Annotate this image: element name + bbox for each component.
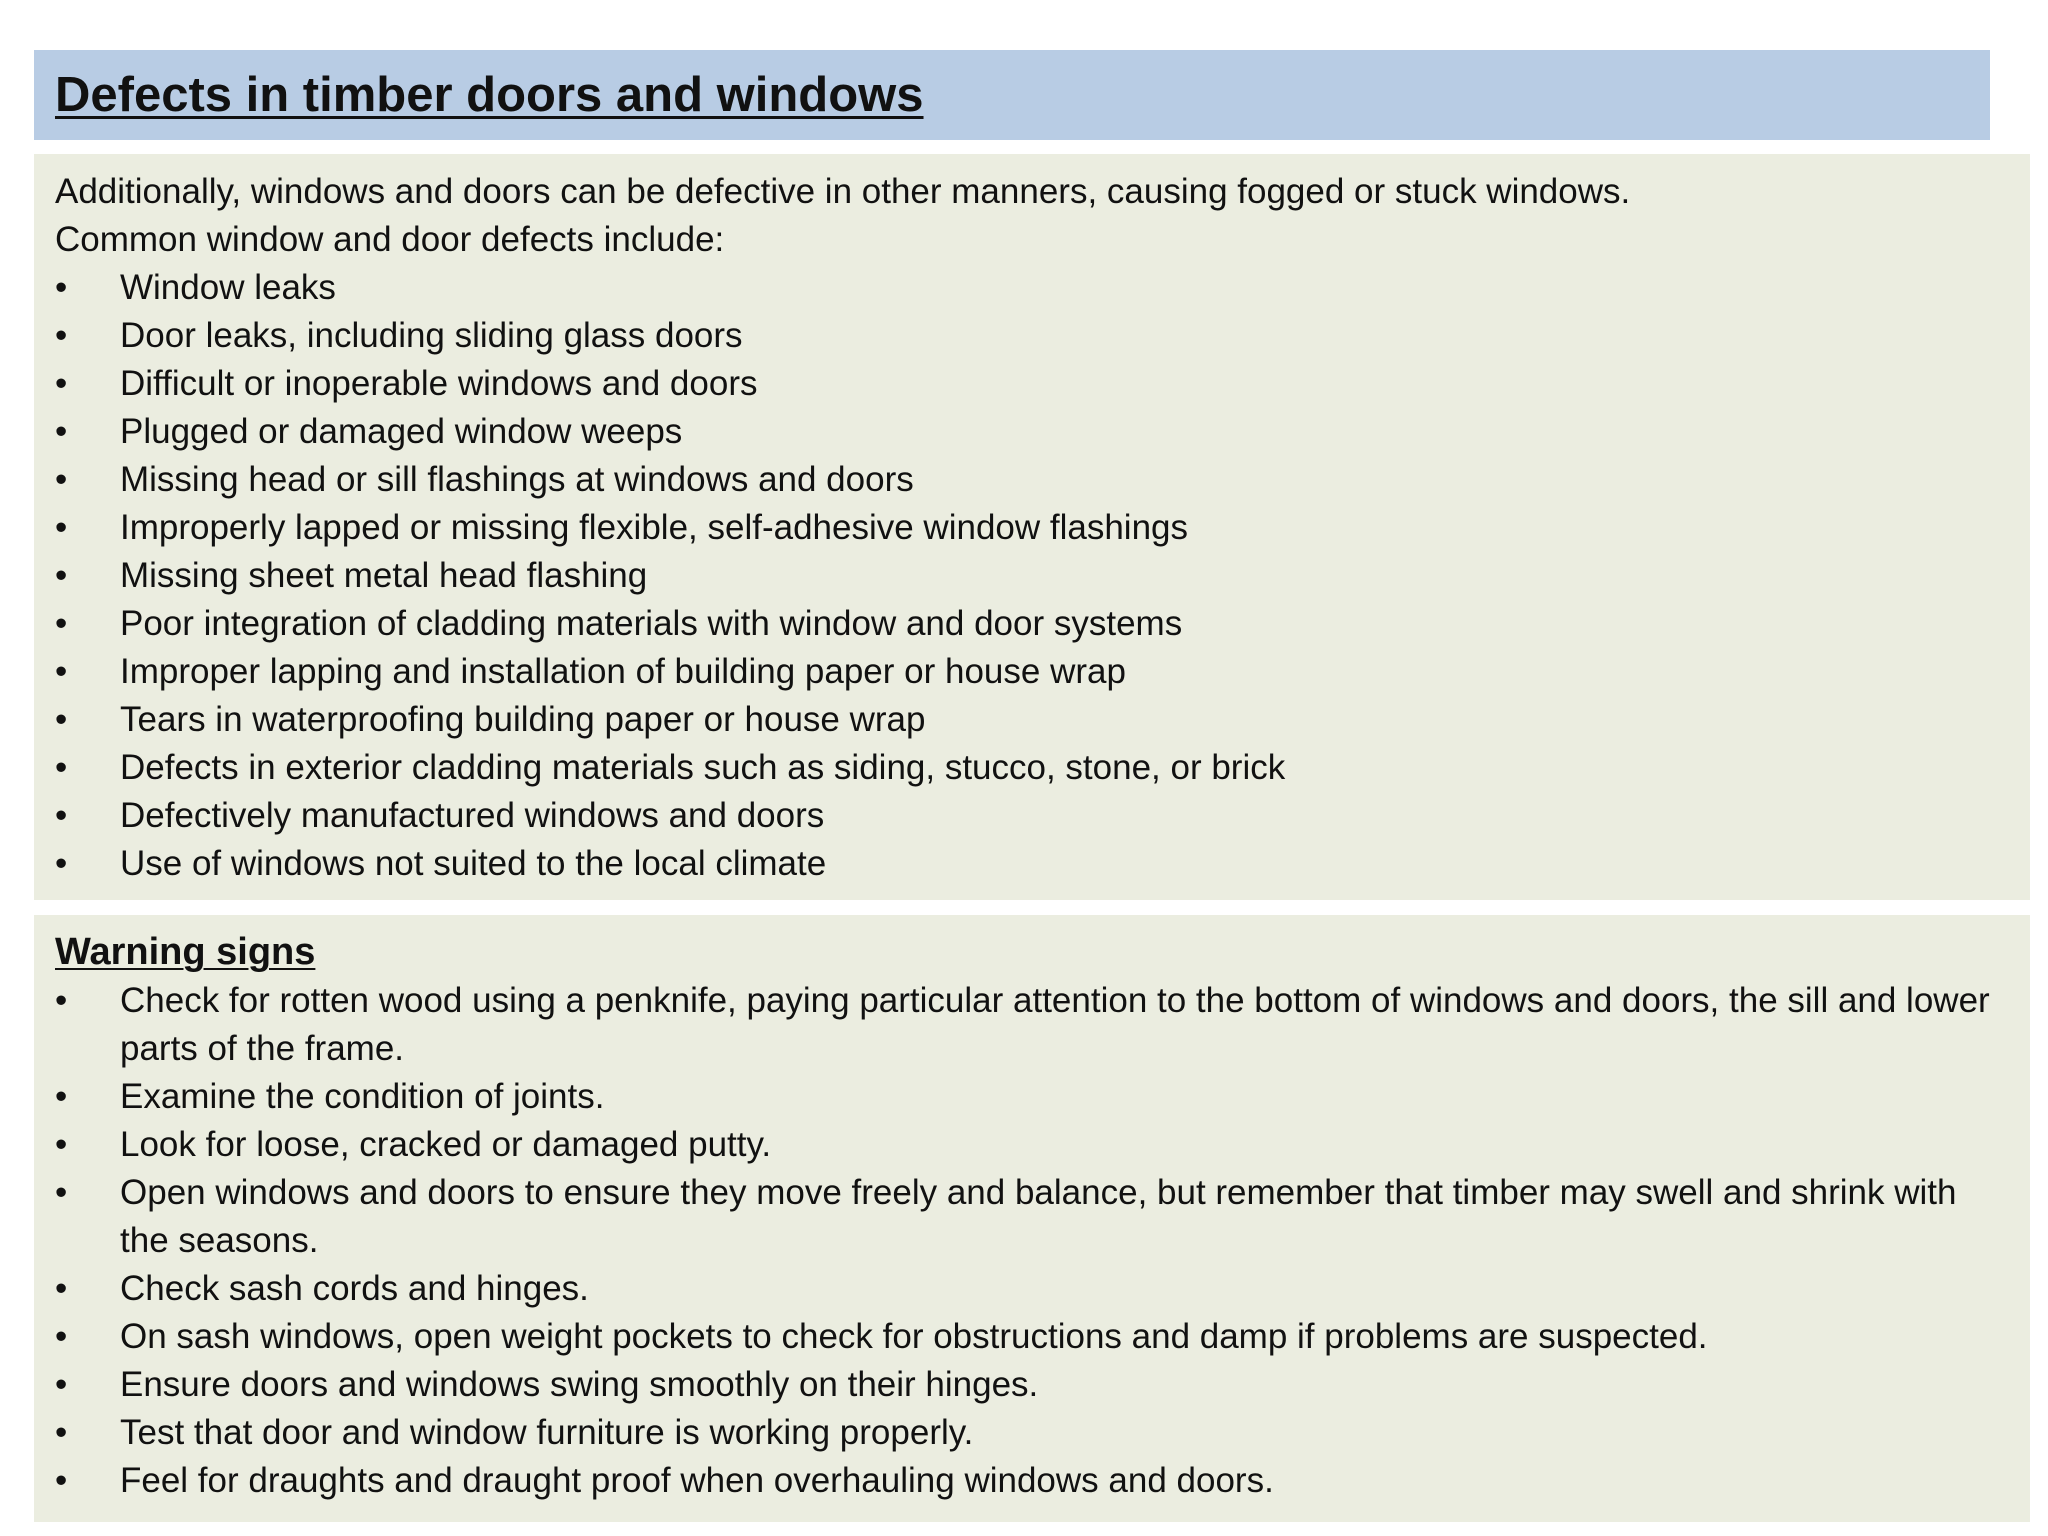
list-item-text: Window leaks xyxy=(120,268,336,307)
list-item-text: On sash windows, open weight pockets to check for obstructions and damp if problems are suspected. xyxy=(120,1317,1708,1356)
bullet-icon: • xyxy=(55,1125,68,1164)
list-item-text: Missing head or sill flashings at windows and doors xyxy=(120,460,914,499)
list-item xyxy=(55,1457,2009,1505)
list-item-text: Improper lapping and installation of building paper or house wrap xyxy=(120,652,1126,691)
list-item xyxy=(55,792,2009,840)
list-item-text: Look for loose, cracked or damaged putty. xyxy=(120,1125,772,1164)
list-item xyxy=(55,312,2009,360)
bullet-icon: • xyxy=(55,556,68,595)
bullet-icon: • xyxy=(55,1365,68,1404)
bullet-icon: • xyxy=(55,508,68,547)
bullet-icon: • xyxy=(55,844,68,883)
list-item xyxy=(55,456,2009,504)
list-item-text: Ensure doors and windows swing smoothly on their hinges. xyxy=(120,1365,1039,1404)
defects-intro: Additionally, windows and doors can be defective in other manners, causing fogged or stuck windows. xyxy=(55,172,1631,211)
bullet-icon: • xyxy=(55,268,68,307)
list-item xyxy=(55,744,2009,792)
list-item xyxy=(55,1409,2009,1457)
bullet-icon: • xyxy=(55,1413,68,1452)
bullet-icon: • xyxy=(55,316,68,355)
list-item xyxy=(55,1169,2009,1265)
list-item xyxy=(55,408,2009,456)
list-item-text: Missing sheet metal head flashing xyxy=(120,556,648,595)
bullet-icon: • xyxy=(55,700,68,739)
list-item xyxy=(55,264,2009,312)
title-bar xyxy=(34,50,1990,140)
list-item xyxy=(55,840,2009,888)
bullet-icon: • xyxy=(55,1317,68,1356)
defects-lead: Common window and door defects include: xyxy=(55,220,725,259)
list-item-text: Test that door and window furniture is working properly. xyxy=(120,1413,974,1452)
warning-signs-heading: Warning signs xyxy=(55,931,316,973)
list-item xyxy=(55,360,2009,408)
bullet-icon: • xyxy=(55,796,68,835)
list-item xyxy=(55,1313,2009,1361)
list-item-text: Improperly lapped or missing flexible, self-adhesive window flashings xyxy=(120,508,1189,547)
bullet-icon: • xyxy=(55,1077,68,1116)
bullet-icon: • xyxy=(55,748,68,787)
list-item xyxy=(55,552,2009,600)
list-item xyxy=(55,977,2009,1073)
list-item-text: Check sash cords and hinges. xyxy=(120,1269,589,1308)
bullet-icon: • xyxy=(55,604,68,643)
defects-list xyxy=(55,264,2009,888)
bullet-icon: • xyxy=(55,1173,68,1212)
bullet-icon: • xyxy=(55,460,68,499)
list-item-text: Poor integration of cladding materials with window and door systems xyxy=(120,604,1183,643)
bullet-icon: • xyxy=(55,1269,68,1308)
list-item xyxy=(55,1265,2009,1313)
bullet-icon: • xyxy=(55,652,68,691)
list-item-text: Door leaks, including sliding glass doors xyxy=(120,316,743,355)
list-item xyxy=(55,1073,2009,1121)
bullet-icon: • xyxy=(55,412,68,451)
list-item-text: Difficult or inoperable windows and doors xyxy=(120,364,758,403)
list-item-text: Open windows and doors to ensure they move freely and balance, but remember that timber may swell and shrink with the seasons. xyxy=(120,1173,1957,1260)
bullet-icon: • xyxy=(55,1461,68,1500)
defects-panel xyxy=(34,154,2030,900)
list-item xyxy=(55,648,2009,696)
bullet-icon: • xyxy=(55,981,68,1020)
list-item-text: Check for rotten wood using a penknife, paying particular attention to the bottom of windows and doors, the sill and lower parts of the frame. xyxy=(120,981,1990,1068)
list-item xyxy=(55,600,2009,648)
bullet-icon: • xyxy=(55,364,68,403)
list-item xyxy=(55,696,2009,744)
page-title: Defects in timber doors and windows xyxy=(55,68,924,122)
list-item-text: Examine the condition of joints. xyxy=(120,1077,605,1116)
list-item xyxy=(55,1121,2009,1169)
list-item-text: Defectively manufactured windows and doors xyxy=(120,796,825,835)
list-item-text: Feel for draughts and draught proof when overhauling windows and doors. xyxy=(120,1461,1274,1500)
list-item-text: Tears in waterproofing building paper or house wrap xyxy=(120,700,926,739)
list-item-text: Plugged or damaged window weeps xyxy=(120,412,683,451)
warning-signs-panel xyxy=(34,915,2030,1522)
warning-signs-list xyxy=(55,977,2009,1505)
list-item xyxy=(55,1361,2009,1409)
list-item xyxy=(55,504,2009,552)
list-item-text: Use of windows not suited to the local climate xyxy=(120,844,827,883)
list-item-text: Defects in exterior cladding materials such as siding, stucco, stone, or brick xyxy=(120,748,1286,787)
